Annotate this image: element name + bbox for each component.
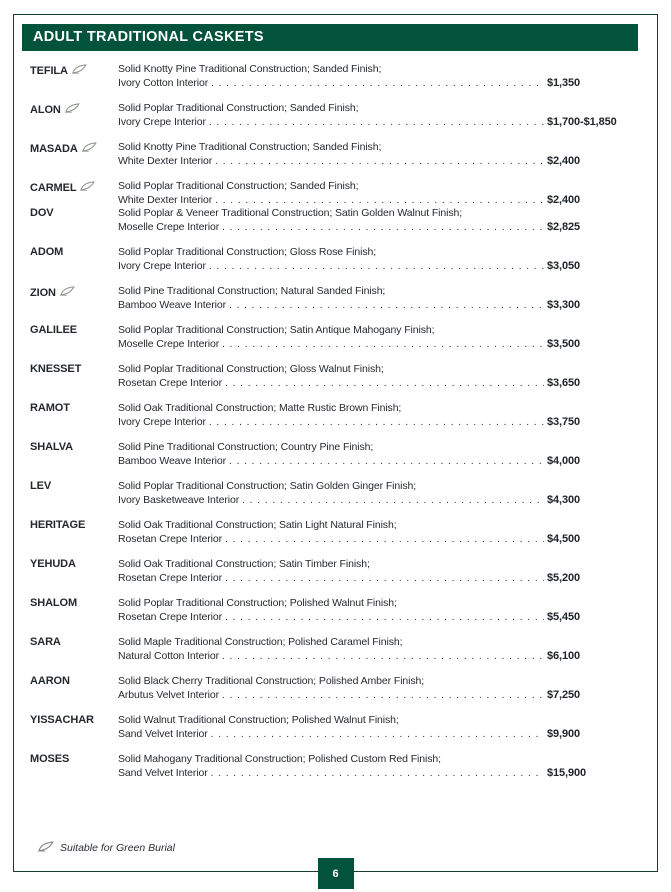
- dot-leader: [222, 338, 544, 352]
- product-description: Solid Oak Traditional Construction; Satin Timber Finish;: [118, 558, 370, 570]
- product-interior: Ivory Crepe Interior: [118, 115, 206, 128]
- product-name: SHALOM: [30, 597, 78, 609]
- product-price: $7,250: [547, 688, 581, 701]
- product-interior: Bamboo Weave Interior: [118, 298, 227, 311]
- product-name: CARMEL: [30, 182, 77, 194]
- product-interior: Ivory Crepe Interior: [118, 259, 206, 272]
- product-name: SHALVA: [30, 441, 73, 453]
- product-interior: Arbutus Velvet Interior: [118, 688, 220, 701]
- dot-leader: [209, 116, 544, 130]
- product-interior: Ivory Crepe Interior: [118, 415, 206, 428]
- product-price: $2,400: [547, 154, 581, 167]
- dot-leader: [222, 650, 544, 664]
- product-interior: Sand Velvet Interior: [118, 766, 208, 779]
- section-title: ADULT TRADITIONAL CASKETS: [33, 29, 264, 45]
- green-burial-leaf-icon: [72, 63, 87, 80]
- section-header: [22, 24, 638, 51]
- product-interior: Moselle Crepe Interior: [118, 337, 220, 350]
- product-price: $15,900: [547, 766, 587, 779]
- product-price: $3,050: [547, 259, 581, 272]
- product-interior: Rosetan Crepe Interior: [118, 610, 223, 623]
- product-interior: White Dexter Interior: [118, 193, 213, 206]
- product-price: $3,650: [547, 376, 581, 389]
- product-price: $5,450: [547, 610, 581, 623]
- product-description: Solid Walnut Traditional Construction; Polished Walnut Finish;: [118, 714, 399, 726]
- product-description: Solid Oak Traditional Construction; Satin Light Natural Finish;: [118, 519, 397, 531]
- product-interior: Rosetan Crepe Interior: [118, 532, 223, 545]
- product-description: Solid Poplar & Veneer Traditional Construction; Satin Golden Walnut Finish;: [118, 207, 463, 219]
- dot-leader: [209, 260, 544, 274]
- product-name: ADOM: [30, 246, 64, 258]
- product-name: TEFILA: [30, 65, 68, 77]
- green-burial-leaf-icon: [38, 840, 54, 856]
- product-interior: Moselle Crepe Interior: [118, 220, 220, 233]
- product-row: [30, 558, 648, 585]
- product-price: $4,000: [547, 454, 581, 467]
- product-name: KNESSET: [30, 363, 82, 375]
- product-description: Solid Poplar Traditional Construction; Satin Golden Ginger Finish;: [118, 480, 417, 492]
- dot-leader: [225, 572, 544, 586]
- product-price: $3,750: [547, 415, 581, 428]
- page-number: 6: [318, 858, 354, 889]
- product-row: [30, 102, 648, 129]
- dot-leader: [229, 299, 544, 313]
- dot-leader: [209, 416, 544, 430]
- product-description: Solid Poplar Traditional Construction; Gloss Walnut Finish;: [118, 363, 384, 375]
- product-description: Solid Poplar Traditional Construction; Gloss Rose Finish;: [118, 246, 377, 258]
- product-name: ZION: [30, 287, 56, 299]
- product-description: Solid Maple Traditional Construction; Polished Caramel Finish;: [118, 636, 403, 648]
- product-row: [30, 675, 648, 702]
- product-name: YISSACHAR: [30, 714, 94, 726]
- dot-leader: [211, 77, 544, 91]
- dot-leader: [222, 221, 544, 235]
- product-description: Solid Pine Traditional Construction; Country Pine Finish;: [118, 441, 374, 453]
- product-interior: Ivory Basketweave Interior: [118, 493, 240, 506]
- product-row: [30, 402, 648, 429]
- product-description: Solid Poplar Traditional Construction; Sanded Finish;: [118, 102, 359, 114]
- dot-leader: [222, 689, 544, 703]
- product-row: [30, 441, 648, 468]
- product-name: ALON: [30, 104, 61, 116]
- dot-leader: [211, 728, 544, 742]
- product-name: GALILEE: [30, 324, 77, 336]
- green-burial-leaf-icon: [65, 102, 80, 119]
- product-name: HERITAGE: [30, 519, 86, 531]
- product-name: LEV: [30, 480, 52, 492]
- product-name: RAMOT: [30, 402, 70, 414]
- product-row: [30, 141, 648, 168]
- product-price: $5,200: [547, 571, 581, 584]
- product-row: [30, 285, 648, 312]
- product-price: $6,100: [547, 649, 581, 662]
- green-burial-leaf-icon: [82, 141, 97, 158]
- product-name: AARON: [30, 675, 70, 687]
- product-row: [30, 597, 648, 624]
- product-row: [30, 363, 648, 390]
- product-row: [30, 636, 648, 663]
- product-list: [30, 63, 648, 792]
- product-row: [30, 714, 648, 741]
- product-interior: Sand Velvet Interior: [118, 727, 208, 740]
- product-name: MASADA: [30, 143, 78, 155]
- green-burial-footnote: [38, 840, 175, 856]
- dot-leader: [225, 377, 544, 391]
- product-row: [30, 63, 648, 90]
- product-description: Solid Oak Traditional Construction; Matte Rustic Brown Finish;: [118, 402, 402, 414]
- product-description: Solid Poplar Traditional Construction; Polished Walnut Finish;: [118, 597, 397, 609]
- product-row: [30, 180, 648, 207]
- product-price: $4,300: [547, 493, 581, 506]
- product-name: YEHUDA: [30, 558, 76, 570]
- product-row: [30, 753, 648, 780]
- product-description: Solid Pine Traditional Construction; Natural Sanded Finish;: [118, 285, 386, 297]
- dot-leader: [225, 533, 544, 547]
- product-row: [30, 246, 648, 273]
- green-burial-leaf-icon: [60, 285, 75, 302]
- product-row: [30, 519, 648, 546]
- product-name: DOV: [30, 207, 54, 219]
- green-burial-leaf-icon: [80, 180, 95, 197]
- dot-leader: [225, 611, 544, 625]
- dot-leader: [215, 194, 544, 208]
- product-description: Solid Knotty Pine Traditional Construction; Sanded Finish;: [118, 63, 382, 75]
- product-description: Solid Black Cherry Traditional Construction; Polished Amber Finish;: [118, 675, 425, 687]
- product-name: MOSES: [30, 753, 70, 765]
- product-interior: Ivory Cotton Interior: [118, 76, 209, 89]
- product-price: $1,350: [547, 76, 581, 89]
- dot-leader: [242, 494, 544, 508]
- product-row: [30, 324, 648, 351]
- footnote-text: Suitable for Green Burial: [60, 842, 175, 854]
- dot-leader: [211, 767, 544, 781]
- product-row: [30, 207, 648, 234]
- product-price: $4,500: [547, 532, 581, 545]
- product-price: $9,900: [547, 727, 581, 740]
- product-description: Solid Poplar Traditional Construction; Sanded Finish;: [118, 180, 359, 192]
- product-row: [30, 480, 648, 507]
- dot-leader: [229, 455, 544, 469]
- dot-leader: [215, 155, 544, 169]
- product-interior: Rosetan Crepe Interior: [118, 376, 223, 389]
- product-name: SARA: [30, 636, 61, 648]
- product-interior: Bamboo Weave Interior: [118, 454, 227, 467]
- product-price: $3,500: [547, 337, 581, 350]
- product-price: $2,400: [547, 193, 581, 206]
- product-interior: Rosetan Crepe Interior: [118, 571, 223, 584]
- product-interior: White Dexter Interior: [118, 154, 213, 167]
- product-description: Solid Poplar Traditional Construction; Satin Antique Mahogany Finish;: [118, 324, 435, 336]
- product-interior: Natural Cotton Interior: [118, 649, 219, 662]
- product-price: $1,700-$1,850: [547, 115, 617, 128]
- product-description: Solid Knotty Pine Traditional Construction; Sanded Finish;: [118, 141, 382, 153]
- product-price: $2,825: [547, 220, 581, 233]
- product-description: Solid Mahogany Traditional Construction; Polished Custom Red Finish;: [118, 753, 441, 765]
- product-price: $3,300: [547, 298, 581, 311]
